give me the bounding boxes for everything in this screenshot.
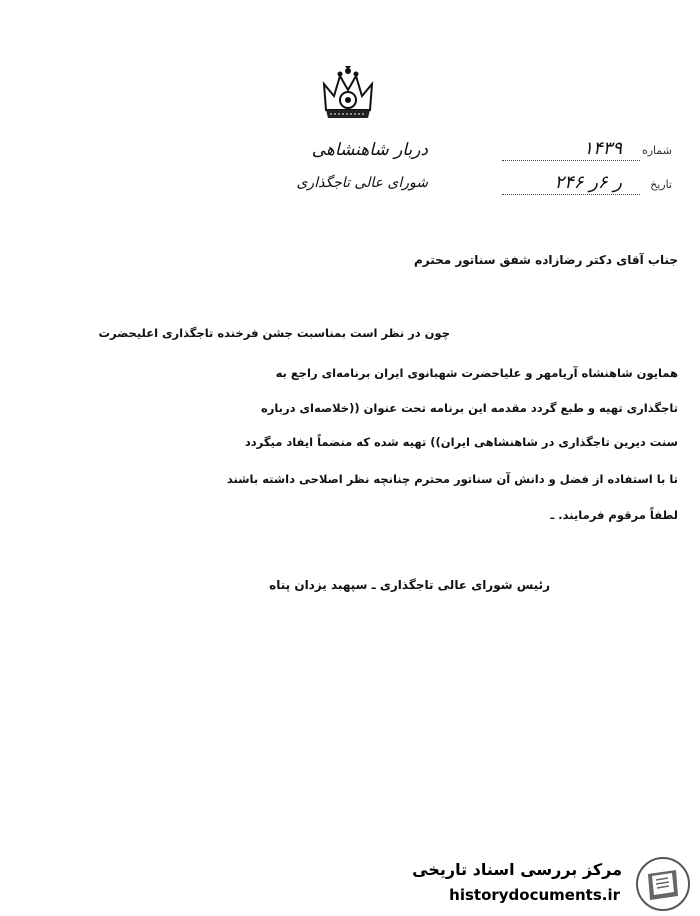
number-value: ۱۴۳۹ [583, 138, 622, 159]
body-line: تاجگذاری تهیه و طبع گردد مقدمه این برنامه تحت عنوان ((خلاصه‌ای درباره [260, 401, 678, 415]
body-line: سنت دیرین تاجگذاری در شاهنشاهی ایران)) تهیه شده که منضماً ایفاد میگردد [244, 435, 678, 449]
watermark-org-name: مرکز بررسی اسناد تاریخی [412, 860, 622, 879]
council-name: شورای عالی تاجگذاری [296, 175, 428, 191]
date-label: تاریخ [650, 178, 672, 191]
body-line: تا با استفاده از فضل و دانش آن سناتور محترم چنانچه نظر اصلاحی داشته باشند [226, 472, 678, 486]
crown-emblem-icon [318, 66, 378, 128]
watermark-logo-icon [634, 856, 692, 912]
court-title: دربار شاهنشاهی [311, 140, 428, 160]
number-rule [502, 160, 640, 161]
letter-date-field [502, 172, 672, 200]
body-line: چون در نظر است بمناسبت جشن فرخنده تاجگذاری اعلیحضرت [98, 326, 450, 340]
letter-number-field [502, 138, 672, 166]
date-rule [502, 194, 640, 195]
signature-line: رئیس شورای عالی تاجگذاری ـ سپهبد یزدان پناه [269, 578, 550, 592]
body-line: همایون شاهنشاه آریامهر و علیاحضرت شهبانوی ایران برنامه‌ای راجع به [275, 366, 678, 380]
watermark-url: historydocuments.ir [449, 886, 620, 904]
date-value: ۲ر ۶ر ۴۶ [554, 172, 622, 193]
watermark [410, 850, 700, 916]
number-label: شماره [641, 144, 672, 157]
body-line: لطفاً مرقوم فرمایند. ـ [550, 508, 678, 522]
addressee: جناب آقای دکتر رضازاده شفق سناتور محترم [413, 253, 678, 267]
